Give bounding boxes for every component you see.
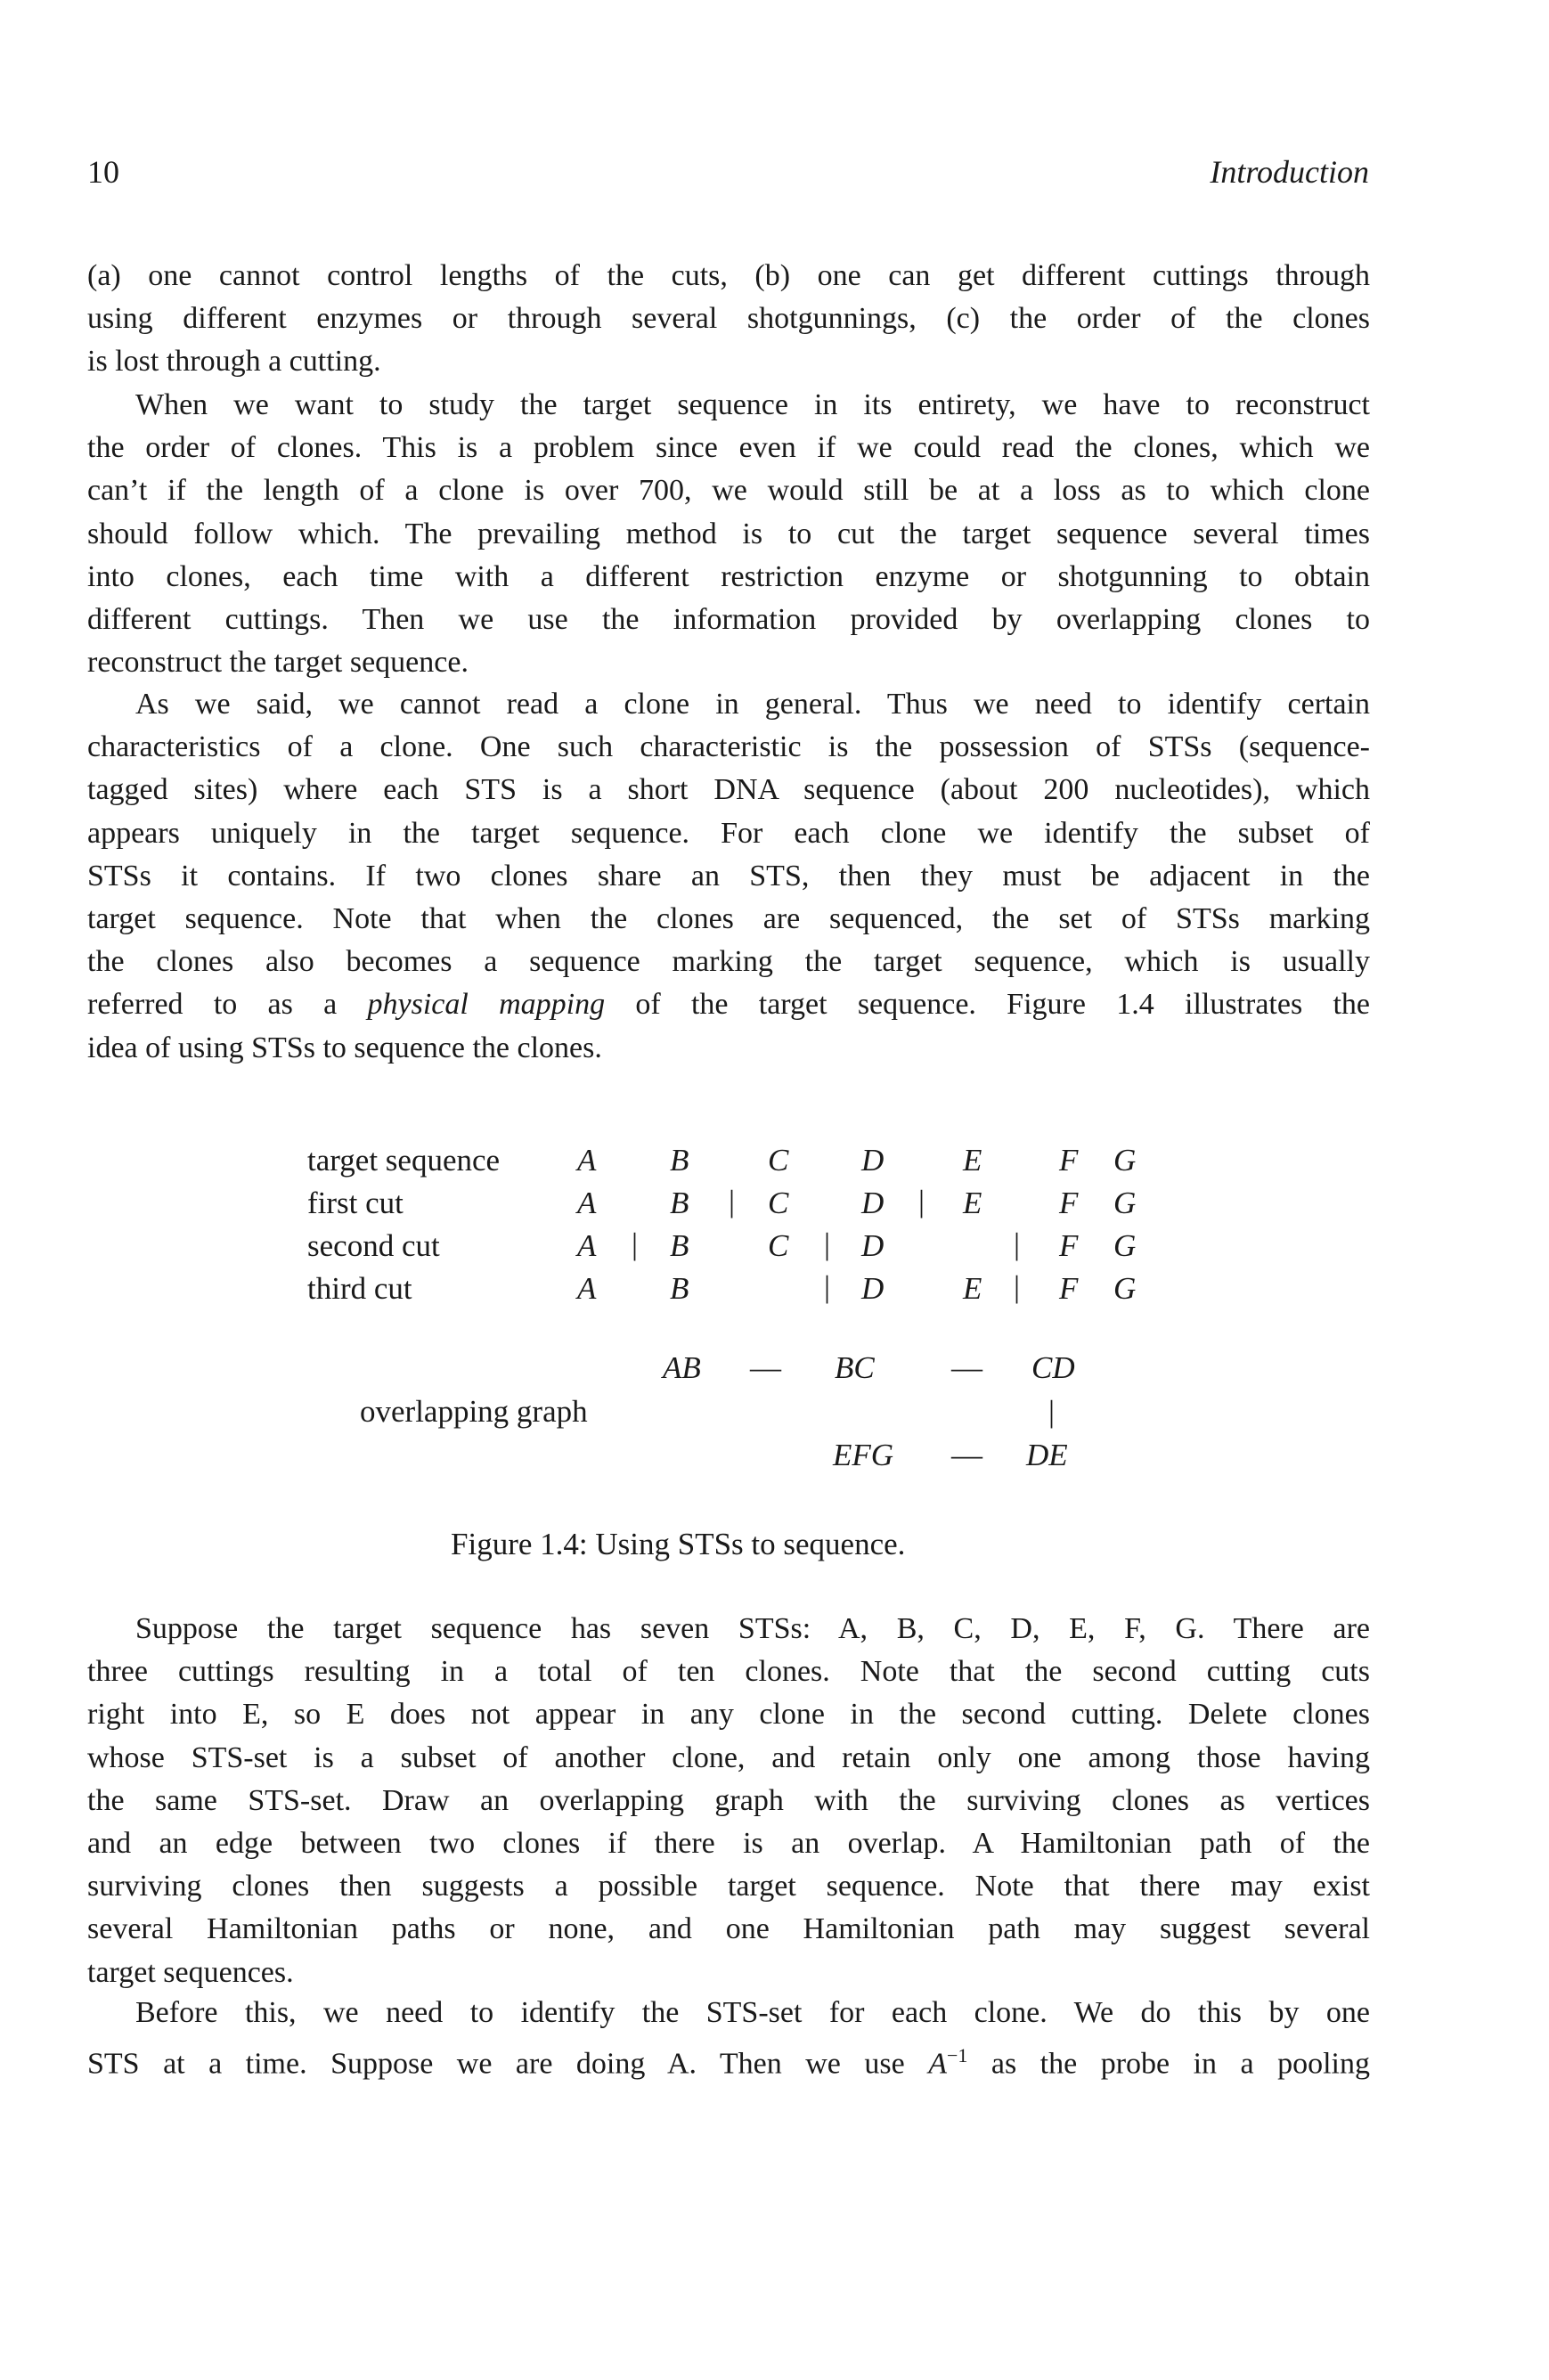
graph-edge: — <box>951 1438 982 1472</box>
graph-edge: | <box>1048 1394 1056 1429</box>
sts-letter: F <box>1059 1143 1079 1178</box>
p5-text: STS at a time. Suppose we are doing A. Then we use <box>87 2047 929 2081</box>
sts-letter: B <box>670 1228 689 1263</box>
cut-mark: | <box>918 1184 925 1219</box>
graph-node: BC <box>835 1350 875 1385</box>
sts-letter: D <box>861 1271 885 1306</box>
graph-node: EFG <box>833 1438 894 1472</box>
math-symbol: A <box>928 2047 947 2081</box>
text-line: When we want to study the target sequence in its entirety, we have to reconstruct <box>135 388 1370 421</box>
math-superscript: −1 <box>946 2044 968 2067</box>
cut-mark: | <box>824 1269 831 1304</box>
row-label: second cut <box>307 1228 440 1263</box>
text-line: appears uniquely in the target sequence. For each clone we identify the subset of <box>87 816 1370 850</box>
graph-node: CD <box>1031 1350 1075 1385</box>
text-line: idea of using STSs to sequence the clones. <box>87 1031 602 1064</box>
sts-letter: F <box>1059 1186 1079 1220</box>
text-line: using different enzymes or through several shotgunnings, (c) the order of the clones <box>87 302 1370 336</box>
text-line: STSs it contains. If two clones share an STS, then they must be adjacent in the <box>87 859 1370 892</box>
paragraph-5 <box>87 1992 1370 2086</box>
sts-letter: E <box>963 1271 982 1306</box>
graph-node: DE <box>1026 1438 1068 1472</box>
sts-letter: E <box>963 1186 982 1220</box>
text-line: surviving clones then suggests a possible target sequence. Note that there may exist <box>87 1870 1370 1903</box>
text-line: is lost through a cutting. <box>87 345 381 379</box>
sts-letter: A <box>577 1271 597 1306</box>
cut-mark: | <box>1014 1227 1021 1261</box>
sts-letter: B <box>670 1143 689 1178</box>
text-line: Suppose the target sequence has seven STSs: A, B, C, D, E, F, G. There are <box>135 1612 1370 1645</box>
sts-letter: D <box>861 1186 885 1220</box>
figure-caption: Figure 1.4: Using STSs to sequence. <box>451 1527 906 1561</box>
text-line: the order of clones. This is a problem since even if we could read the clones, which we <box>87 431 1370 465</box>
sts-letter: C <box>768 1228 789 1263</box>
sts-letter: D <box>861 1228 885 1263</box>
row-label: third cut <box>307 1271 412 1306</box>
row-label: target sequence <box>307 1143 501 1178</box>
running-title: Introduction <box>1210 154 1369 190</box>
text-line: the clones also becomes a sequence marking the target sequence, which is usually <box>87 945 1370 979</box>
sts-letter: G <box>1113 1143 1137 1178</box>
sts-letter: G <box>1113 1228 1137 1263</box>
text-line: different cuttings. Then we use the information provided by overlapping clones to <box>87 603 1370 637</box>
text-line: (a) one cannot control lengths of the cuts, (b) one can get different cuttings through <box>87 259 1370 292</box>
graph-edge: — <box>750 1350 781 1385</box>
cut-mark: | <box>824 1227 831 1261</box>
row-label: first cut <box>307 1186 404 1220</box>
text-line: characteristics of a clone. One such characteristic is the possession of STSs (sequence- <box>87 730 1370 764</box>
sts-letter: A <box>577 1228 597 1263</box>
text-line: the same STS-set. Draw an overlapping graph with the surviving clones as vertices <box>87 1783 1370 1817</box>
p5-line-1: Before this, we need to identify the STS-set for each clone. We do this by one <box>135 1996 1370 2029</box>
paragraph-4 <box>87 1608 1370 1994</box>
text-line: target sequence. Note that when the clones are sequenced, the set of STSs marking <box>87 902 1370 936</box>
sts-letter: B <box>670 1271 689 1306</box>
sts-letter: B <box>670 1186 689 1220</box>
sts-letter: D <box>861 1143 885 1178</box>
text-line: referred to as a physical mapping of the target sequence. Figure 1.4 illustrates the <box>87 988 1370 1022</box>
text-line: should follow which. The prevailing method is to cut the target sequence several times <box>87 517 1370 550</box>
cut-mark: | <box>1014 1269 1021 1304</box>
cut-mark: | <box>632 1227 639 1261</box>
sts-letter: A <box>577 1143 597 1178</box>
page-number: 10 <box>87 154 119 190</box>
text-line: several Hamiltonian paths or none, and one Hamiltonian path may suggest several <box>87 1912 1370 1946</box>
graph-label: overlapping graph <box>360 1394 588 1429</box>
text-line: can’t if the length of a clone is over 700, we would still be at a loss as to which clone <box>87 474 1370 508</box>
sts-letter: G <box>1113 1271 1137 1306</box>
text-line: into clones, each time with a different restriction enzyme or shotgunning to obtain <box>87 559 1370 593</box>
sts-letter: C <box>768 1186 789 1220</box>
sts-letter: G <box>1113 1186 1137 1220</box>
cut-mark: | <box>729 1184 736 1219</box>
text-line: whose STS-set is a subset of another clone, and retain only one among those having <box>87 1740 1370 1774</box>
p5-text: as the probe in a pooling <box>967 2047 1370 2081</box>
sts-letter: F <box>1059 1228 1079 1263</box>
text-line: tagged sites) where each STS is a short DNA sequence (about 200 nucleotides), which <box>87 773 1370 807</box>
paragraph-3 <box>87 683 1370 1070</box>
text-line: three cuttings resulting in a total of ten clones. Note that the second cutting cuts <box>87 1655 1370 1689</box>
sts-letter: C <box>768 1143 789 1178</box>
paragraph-1 <box>87 255 1370 384</box>
text-line: and an edge between two clones if there is an overlap. A Hamiltonian path of the <box>87 1827 1370 1861</box>
graph-edge: — <box>951 1350 982 1385</box>
graph-node: AB <box>663 1350 701 1385</box>
p5-line-2 <box>87 2034 1370 2086</box>
text-line: As we said, we cannot read a clone in general. Thus we need to identify certain <box>135 688 1370 721</box>
paragraph-2 <box>87 384 1370 684</box>
sts-letter: A <box>577 1186 597 1220</box>
sts-letter: F <box>1059 1271 1079 1306</box>
text-line: target sequences. <box>87 1955 294 1989</box>
text-line: right into E, so E does not appear in any clone in the second cutting. Delete clones <box>87 1698 1370 1732</box>
text-line: reconstruct the target sequence. <box>87 646 469 680</box>
sts-letter: E <box>963 1143 982 1178</box>
